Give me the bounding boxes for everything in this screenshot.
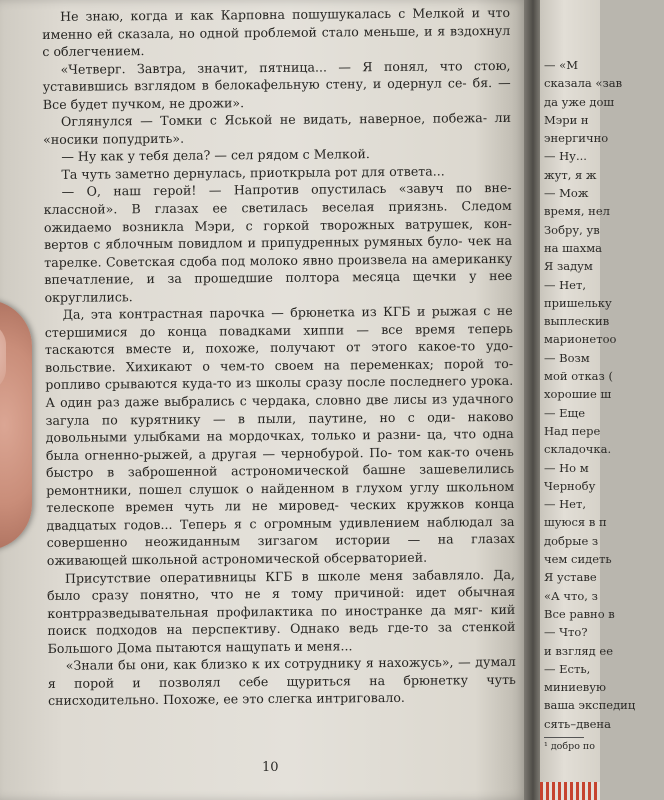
text-line: вольствие. Хихикают о чем-то своем на переменках; порой то-	[45, 355, 514, 375]
text-line: Не знаю, когда и как Карповна пошушукалась с Мелкой и	[60, 5, 481, 24]
paragraph	[47, 565, 516, 657]
text-line: думал я порой и позволял себе щуриться на брюнетку чуть	[47, 654, 516, 691]
text-line: обсерваторией.	[323, 549, 428, 566]
right-book-page	[540, 0, 636, 800]
right-page-line: мой отказ (	[544, 369, 613, 384]
right-page-line: энергично	[544, 131, 609, 146]
text-line: кий поиск подходов на перспективу. Однако ведь где-то за	[47, 601, 516, 639]
right-page-line: Зобру, ув	[544, 222, 600, 237]
right-page-line: складочка.	[544, 442, 612, 457]
corner-pattern	[540, 782, 600, 800]
paragraph	[45, 302, 515, 569]
text-line: в глухом углу школьном телескопе времен чуть ли не мировед-	[46, 478, 515, 516]
text-line: «Четверг. Завтра, значит, пятница... — Я понял, что стою,	[60, 57, 511, 77]
right-page-line: Все равно в	[544, 606, 615, 621]
text-line: наково довольными улыбками на мордочках, только и разни-	[45, 408, 514, 446]
right-page-line: шуюся в п	[544, 515, 607, 530]
right-page-line: — Есть,	[544, 661, 591, 676]
text-line: бя. — Все будет пучком, не дрожи».	[42, 75, 511, 112]
right-page-line: — Но м	[544, 460, 589, 475]
right-page-line: Я уставе	[544, 570, 597, 585]
text-line: ли «носики попудрить».	[43, 110, 512, 147]
text-line: ропливо срываются куда-то из школы сразу после последнего	[45, 373, 467, 393]
paragraph	[42, 57, 510, 114]
text-line: урока. А один раз даже выбрались с чердака, словно две лисы	[45, 373, 514, 411]
text-line: Да, было сразу понятно, что не я тому причиной: идет обычная	[47, 566, 516, 604]
text-line: ческих кружков конца двадцатых годов... Теперь я с огромным	[46, 496, 515, 533]
right-page-line: миниевую	[544, 680, 606, 695]
text-line: — Ну как у тебя дела? — сел рядом с Мелкой.	[61, 146, 370, 165]
right-page-line: — «М	[544, 58, 578, 72]
right-page-line: чем сидеть	[544, 552, 612, 567]
right-page-line: марионетоо	[544, 332, 617, 347]
text-line: — О, наш герой! — Напротив опустилась «завуч по вне-	[61, 180, 512, 200]
text-line: контрразведывательная профилактика по иностранке да мяг-	[47, 601, 483, 621]
text-line: башне зашевелились ремонтники, пошел слушок о найденном	[46, 461, 515, 498]
text-line: чек на тарелке. Советская сдоба под молоко явно произвела на	[44, 233, 513, 270]
text-line: истории — на глазах оживающей школьной астрономической	[46, 531, 515, 568]
right-page-line: и взгляд ее	[544, 643, 613, 658]
right-page-text-block	[544, 56, 664, 756]
text-line: американку впечатление, и за прошедшие полтора месяца	[44, 250, 513, 288]
right-page-line: сять–двена	[544, 716, 611, 731]
paragraph	[43, 109, 511, 148]
right-page-line: добрые з	[544, 533, 599, 548]
right-page-line: сказала «зав	[544, 76, 623, 91]
right-page-line: выплескив	[544, 314, 610, 329]
right-page-line: — Еще	[544, 405, 586, 420]
right-page-line: Чернобу	[544, 478, 596, 493]
text-line: Присутствие оперативницы КГБ в школе меня забавляло.	[64, 566, 485, 586]
right-page-line: ваша экспедиц	[544, 698, 636, 713]
text-line: из удачного загула по курятнику — в пыли, паутине, но с оди-	[45, 390, 514, 428]
text-line: «Знали бы они, как близко к их сотруднику я нахожусь», —	[65, 654, 471, 674]
text-line: щечки у нее округлились.	[44, 268, 513, 305]
right-page-line: — Нет,	[544, 277, 587, 292]
right-page-line: «А что, з	[544, 588, 598, 603]
right-page-line: — Нет,	[544, 497, 587, 512]
right-page-line: пришельку	[544, 295, 612, 310]
right-page-line: — Возм	[544, 350, 590, 365]
right-page-line: хорошие ш	[544, 387, 612, 402]
text-line: вздохнул с облегчением.	[42, 22, 511, 60]
text-line: Оглянулся — Томки с Яськой не видать, наверное, побежа-	[60, 110, 488, 130]
text-line: вертов с яблочным повидлом и припудренных румяных було-	[43, 233, 463, 253]
right-page-line: Над пере	[544, 423, 601, 438]
text-line: удивлением наблюдал за совершенно неожиданным зигзагом	[46, 513, 515, 551]
text-line: стенкой Большого Дома пытаются нащупать и меня...	[47, 619, 516, 656]
right-page-line: на шахма	[544, 240, 603, 255]
text-line: таскаются вместе и, похоже, получают от этого какое-то удо-	[44, 338, 514, 358]
text-line: Та чуть заметно дернулась, приоткрыла рот для ответа...	[61, 163, 445, 182]
right-page-line: Мэри н	[544, 112, 589, 127]
right-page-line: — Мож	[544, 186, 589, 201]
right-page-line: время, нел	[544, 204, 610, 219]
main-text-block	[42, 4, 516, 710]
paragraph	[48, 653, 516, 710]
right-page-line: — Ну...	[544, 149, 587, 164]
right-page-line: да уже дош	[544, 94, 615, 109]
text-line: уставившись взглядом в белокафельную стену, и одернул се-	[42, 75, 467, 95]
page-number: 10	[262, 760, 279, 775]
text-line: ца, что одна была огненно-рыжей, а другая — чернобурой. По-	[45, 426, 514, 463]
text-line: том как-то очень быстро в заброшенной астрономической	[45, 443, 514, 481]
text-line: классной». В глазах ее светилась веселая приязнь. Следом	[43, 197, 512, 218]
footnote: ¹ добро по	[544, 740, 595, 752]
text-line: снисходительно. Похоже, ее это слегка интриговало.	[47, 690, 405, 709]
right-page-line: Я задум	[544, 259, 593, 274]
text-line: что именно ей сказала, но одной проблемой стало меньше, и я	[42, 4, 511, 42]
text-line: Да, эта контрастная парочка — брюнетка из КГБ и рыжая с	[62, 303, 491, 323]
paragraph	[42, 4, 510, 61]
text-line: ожидаемо возникла Мэри, с горкой творожных ватрушек, кон-	[43, 215, 512, 235]
right-page-line: жут, я ж	[544, 167, 597, 182]
right-page-line: — Что?	[544, 625, 588, 640]
text-line: не стершимися до конца повадками хиппи — все время теперь	[44, 303, 513, 340]
paragraph	[44, 179, 513, 306]
